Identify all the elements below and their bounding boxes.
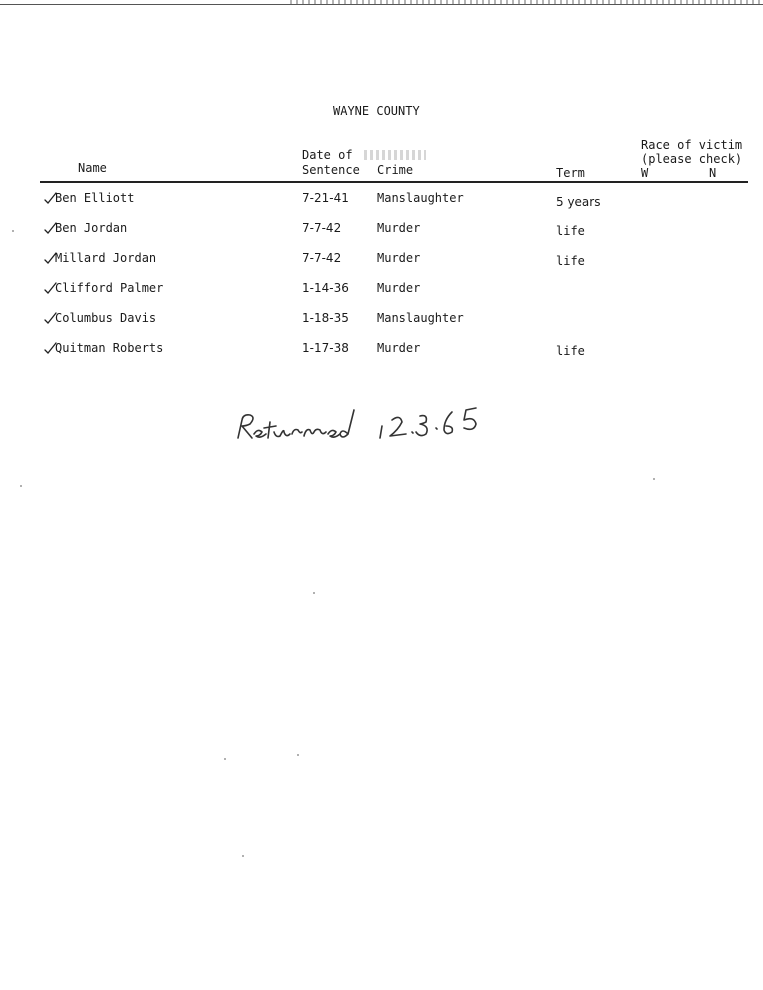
scan-speck: [12, 230, 14, 232]
header-race-line1: Race of victim: [641, 138, 743, 152]
row-crime: Murder: [377, 281, 421, 295]
row-term: 5 years: [556, 195, 601, 209]
row-name: Millard Jordan: [55, 251, 157, 265]
row-name: Quitman Roberts: [55, 341, 164, 355]
row-sentence-date: 7-7-42: [302, 251, 342, 265]
page-title: WAYNE COUNTY: [333, 104, 420, 118]
table-row: [0, 191, 763, 207]
row-crime: Murder: [377, 221, 421, 235]
header-date-line2: Sentence: [302, 163, 360, 177]
row-term: life: [556, 254, 585, 268]
scan-speck: [297, 754, 299, 756]
header-underline: [40, 181, 748, 183]
table-row: [0, 251, 763, 267]
header-race-line2: (please check): [641, 152, 743, 166]
top-edge-dots: [290, 0, 760, 4]
top-edge-rule: [0, 4, 763, 5]
table-row: [0, 281, 763, 297]
header-term: Term: [556, 166, 585, 180]
row-sentence-date: 1-17-38: [302, 341, 349, 355]
scan-speck: [653, 478, 655, 480]
row-sentence-date: 1-14-36: [302, 281, 349, 295]
row-sentence-date: 7-7-42: [302, 221, 342, 235]
scan-speck: [313, 592, 315, 594]
header-crime: Crime: [377, 163, 414, 177]
header-race-w: W: [641, 166, 649, 180]
row-sentence-date: 1-18-35: [302, 311, 349, 325]
row-term: life: [556, 344, 585, 358]
table-row: [0, 311, 763, 327]
scan-speck: [242, 855, 244, 857]
row-name: Ben Elliott: [55, 191, 135, 205]
row-crime: Murder: [377, 251, 421, 265]
scan-speck: [20, 485, 22, 487]
scan-speck: [224, 758, 226, 760]
table-row: [0, 221, 763, 237]
row-term: life: [556, 224, 585, 238]
header-date-line1: Date of: [302, 148, 353, 162]
row-name: Ben Jordan: [55, 221, 128, 235]
row-crime: Manslaughter: [377, 311, 464, 325]
table-row: [0, 341, 763, 357]
row-name: Clifford Palmer: [55, 281, 164, 295]
row-sentence-date: 7-21-41: [302, 191, 349, 205]
row-crime: Murder: [377, 341, 421, 355]
header-race-n: N: [709, 166, 717, 180]
row-name: Columbus Davis: [55, 311, 157, 325]
row-crime: Manslaughter: [377, 191, 464, 205]
handwritten-returned-note: [230, 398, 510, 448]
header-name: Name: [78, 161, 107, 175]
faded-text-smudge: [364, 150, 426, 160]
